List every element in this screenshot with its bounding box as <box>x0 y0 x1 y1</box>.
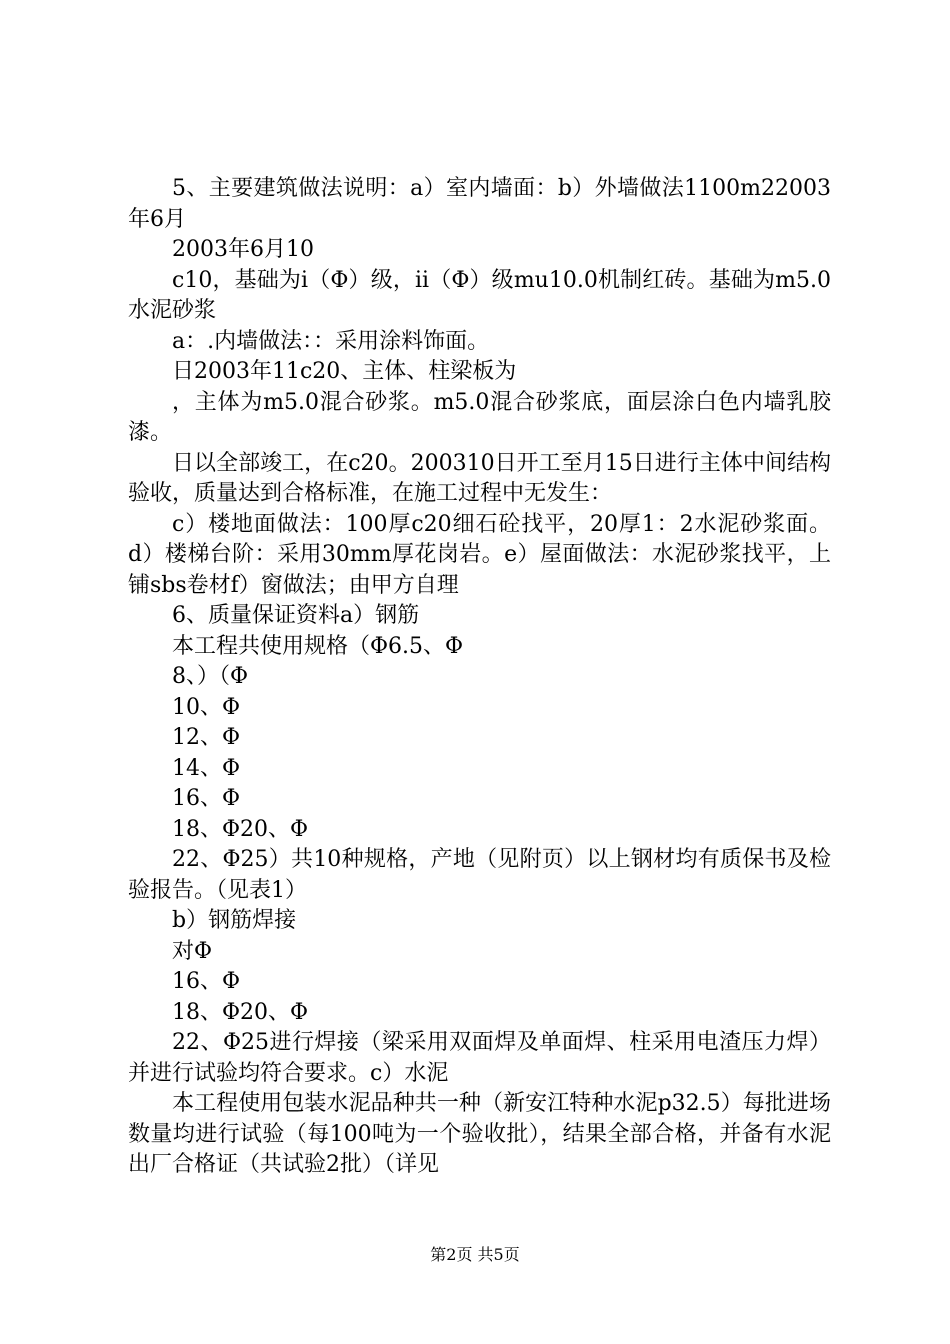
paragraph-9: 6、质量保证资料a）钢筋 <box>172 603 420 628</box>
paragraph-15: 16、Φ <box>172 786 241 811</box>
paragraph-18: b）钢筋焊接 <box>172 908 297 933</box>
paragraph-13: 12、Φ <box>172 725 241 750</box>
paragraph-16: 18、Φ20、Φ <box>172 816 309 842</box>
paragraph-8: c）楼地面做法：100厚c20细石砼找平，20厚1：2水泥砂浆面。d）楼梯台阶：采用30mm厚花岗岩。e）屋面做法：水泥砂浆找平，上铺sbs卷材f）窗做法；由甲方自理 <box>128 511 831 598</box>
paragraph-14: 14、Φ <box>172 755 241 781</box>
paragraph-7: 日以全部竣工，在c20。200310日开工至月15日进行主体中间结构验收，质量达到合格标准，在施工过程中无发生： <box>128 450 831 506</box>
paragraph-3: c10，基础为i（Φ）级，ii（Φ）级mu10.0机制红砖。基础为m5.0水泥砂浆 <box>128 267 831 323</box>
page-number-footer: 第2页 共5页 <box>430 1245 520 1264</box>
paragraph-21: 18、Φ20、Φ <box>172 999 309 1025</box>
paragraph-19: 对Φ <box>172 938 213 964</box>
document-body <box>128 174 831 1181</box>
paragraph-23: 本工程使用包装水泥品种共一种（新安江特种水泥p32.5）每批进场数量均进行试验（每100吨为一个验收批），结果全部合格，并备有水泥出厂合格证（共试验2批）（详见 <box>128 1091 831 1177</box>
paragraph-20: 16、Φ <box>172 969 241 994</box>
paragraph-11: 8、）（Φ <box>172 664 249 689</box>
paragraph-17: 22、Φ25）共10种规格，产地（见附页）以上钢材均有质保书及检验报告。（见表1） <box>128 847 831 903</box>
paragraph-22: 22、Φ25进行焊接（梁采用双面焊及单面焊、柱采用电渣压力焊）并进行试验均符合要求。c）水泥 <box>128 1030 831 1086</box>
paragraph-6: ，主体为m5.0混合砂浆。m5.0混合砂浆底，面层涂白色内墙乳胶漆。 <box>128 389 831 445</box>
paragraph-4: a：.内墙做法：：采用涂料饰面。 <box>172 328 490 354</box>
paragraph-1: 5、主要建筑做法说明：a）室内墙面：b）外墙做法1100m22003年6月 <box>128 176 831 232</box>
paragraph-12: 10、Φ <box>172 694 241 720</box>
paragraph-5: 日2003年11c20、主体、柱梁板为 <box>172 359 517 384</box>
paragraph-2: 2003年6月10 <box>172 237 314 262</box>
paragraph-10: 本工程共使用规格（Φ6.5、Φ <box>172 633 464 659</box>
